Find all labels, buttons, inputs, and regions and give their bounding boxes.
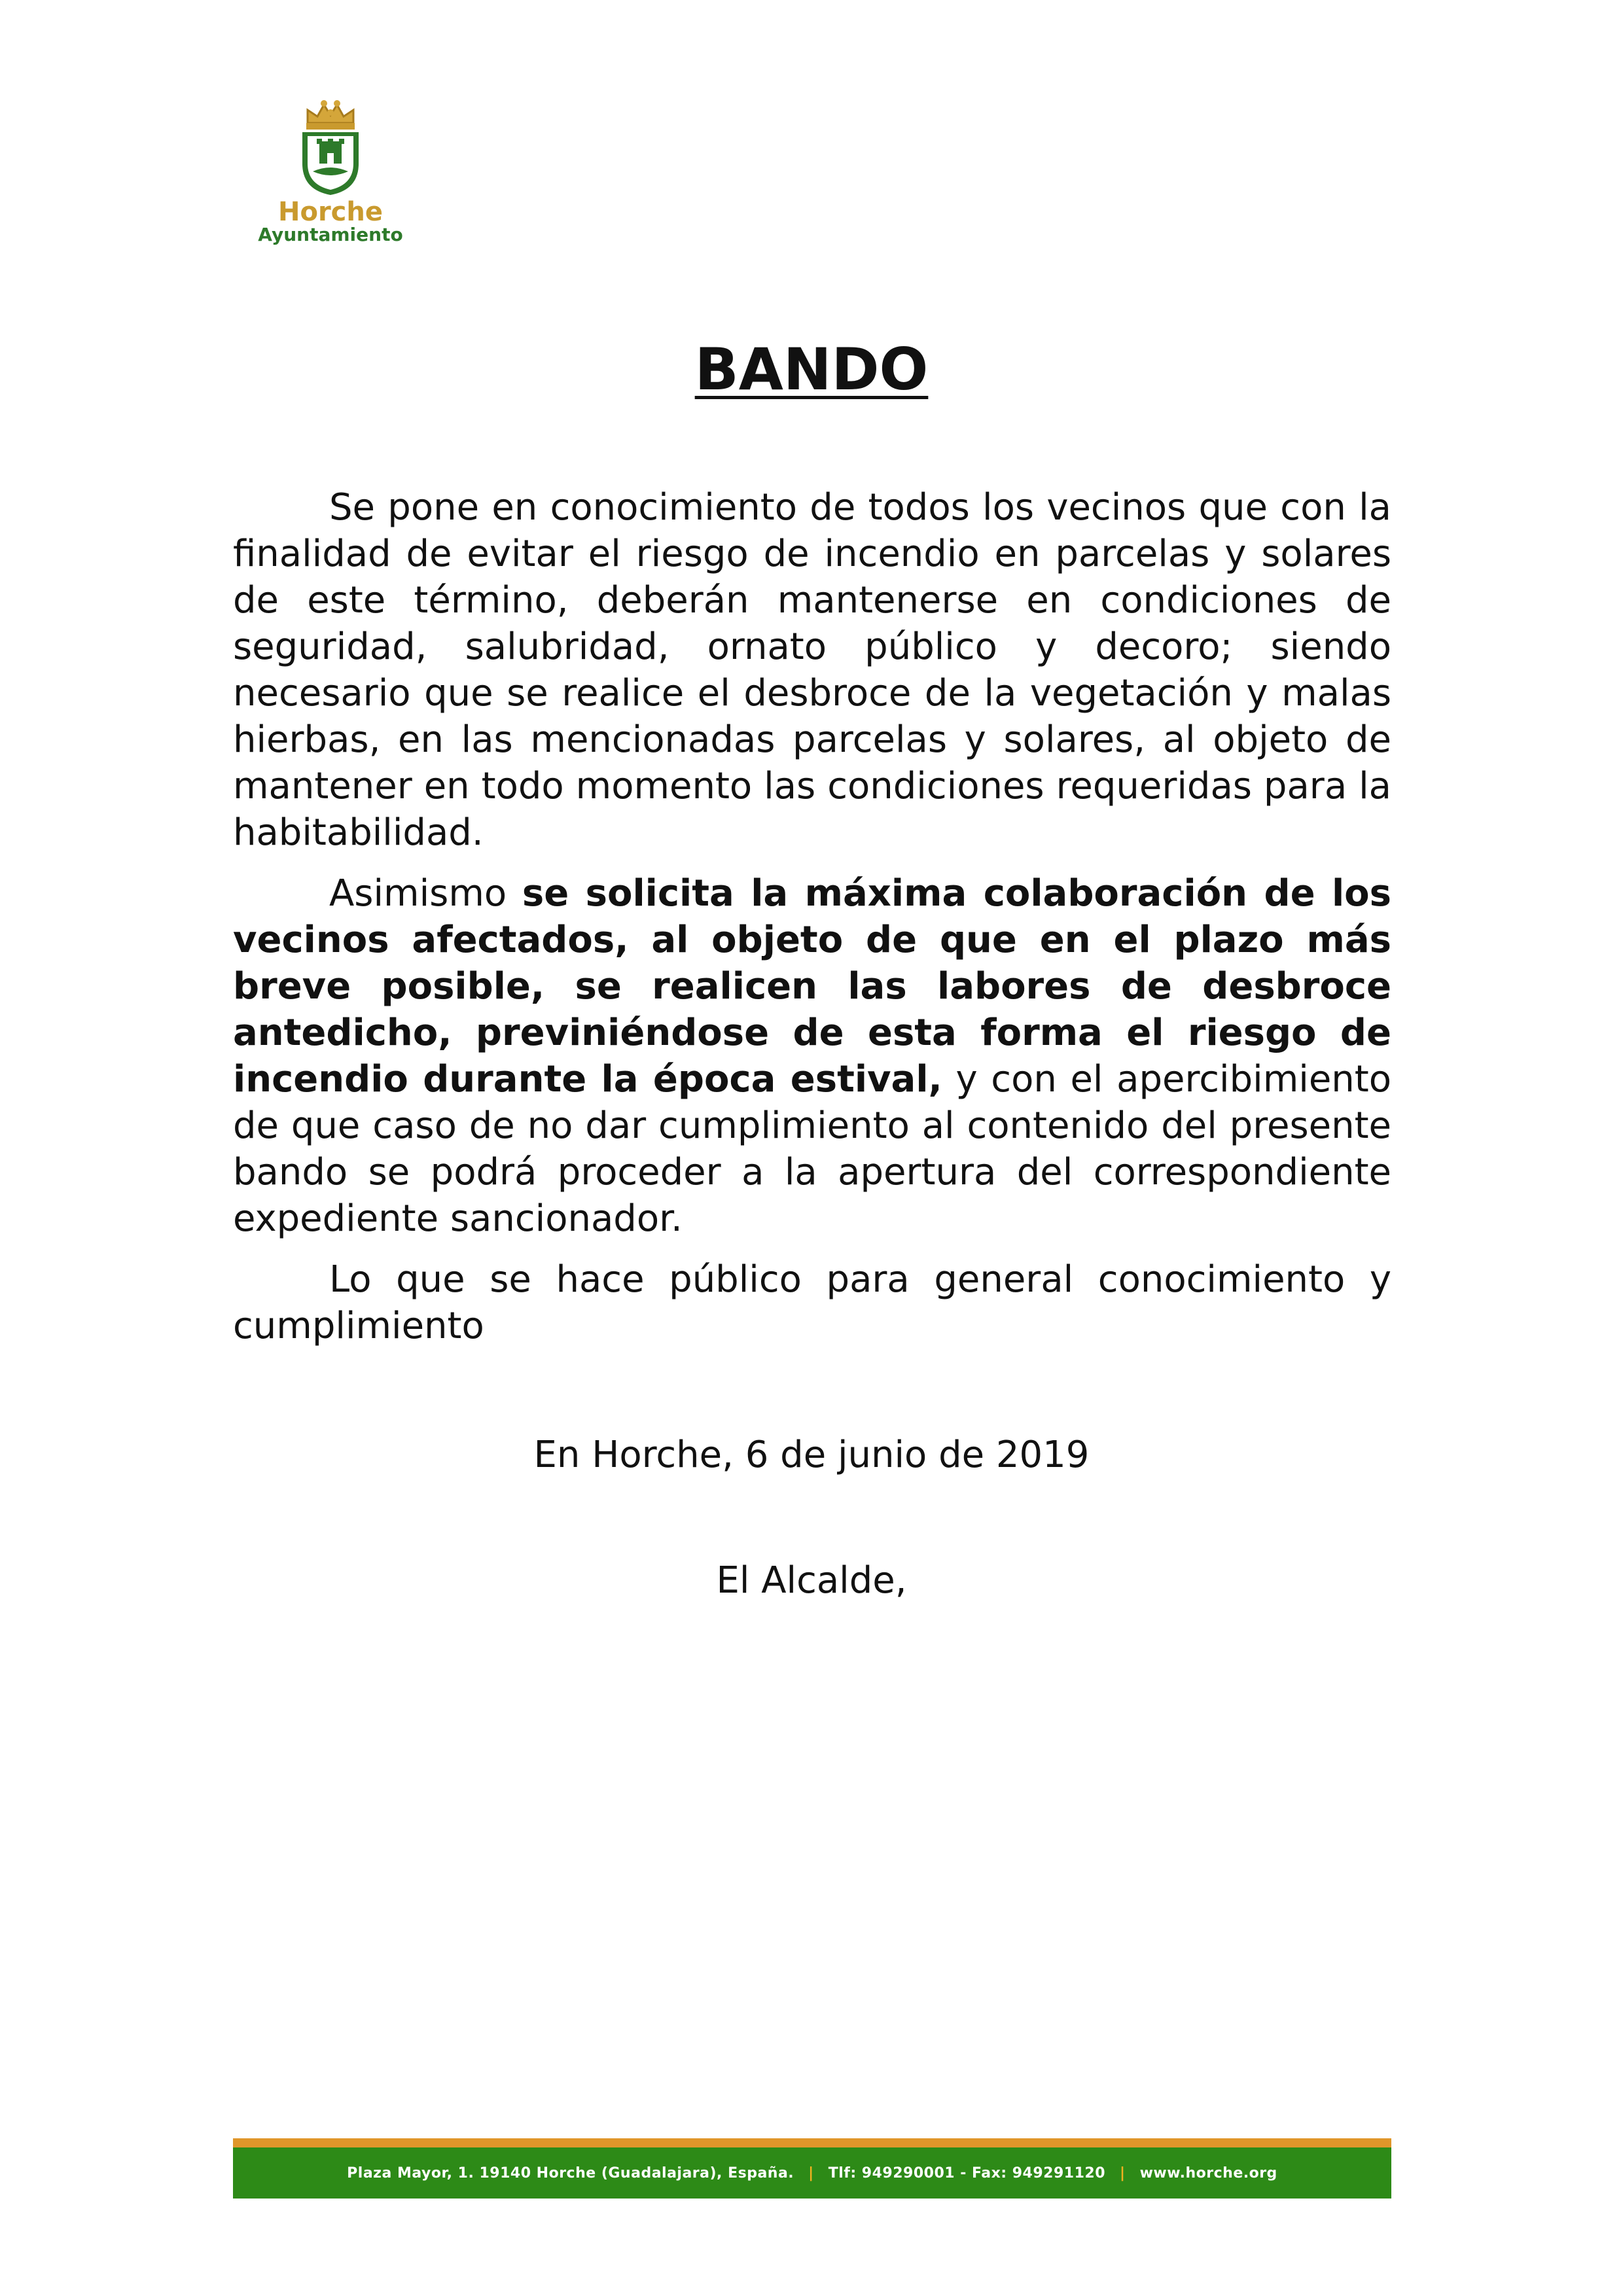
paragraph-2-end: y con el apercibimiento de que caso de no dar cumplimiento al contenido del presente bando se podrá proceder a la apertura del correspondiente expediente sancionador. bbox=[233, 1058, 1391, 1240]
municipal-logo bbox=[255, 98, 406, 249]
paragraph-3: Lo que se hace público para general conocimiento y cumplimiento bbox=[233, 1258, 1391, 1347]
footer-separator-1: | bbox=[808, 2164, 814, 2181]
page-title bbox=[0, 334, 1623, 406]
date-line: En Horche, 6 de junio de 2019 bbox=[533, 1434, 1090, 1476]
footer-orange-stripe bbox=[233, 2138, 1391, 2147]
paragraph-2-bold: se solicita la máxima colaboración de los vecinos afectados, al objeto de que en el plazo más breve posible, se realicen las labores de desbroce antedicho, previniéndose de esta forma el riesgo de incendio durante la época estival, bbox=[233, 872, 1391, 1101]
signer: El Alcalde, bbox=[716, 1559, 907, 1602]
coat-of-arms-icon bbox=[294, 98, 366, 196]
footer-address: Plaza Mayor, 1. 19140 Horche (Guadalajara), España. bbox=[347, 2164, 794, 2181]
document-body bbox=[233, 484, 1391, 1364]
footer bbox=[233, 2138, 1391, 2199]
title-text: BANDO bbox=[694, 336, 929, 403]
paragraph-1: Se pone en conocimiento de todos los vecinos que con la finalidad de evitar el riesgo de incendio en parcelas y solares de este término, deberán mantenerse en condiciones de seguridad, salubridad, ornato público y decoro; siendo necesario que se realice el desbroce de la vegetación y malas hierbas, en las mencionadas parcelas y solares, al objeto de mantener en todo momento las condiciones requeridas para la habitabilidad. bbox=[233, 486, 1391, 854]
paragraph-2 bbox=[233, 870, 1391, 1242]
logo-name: Horche bbox=[278, 197, 383, 227]
paragraph-2-start: Asimismo bbox=[329, 872, 522, 915]
footer-website-link[interactable]: www.horche.org bbox=[1139, 2164, 1277, 2181]
logo-subtitle: Ayuntamiento bbox=[258, 224, 403, 245]
footer-phones: Tlf: 949290001 - Fax: 949291120 bbox=[828, 2164, 1106, 2181]
footer-separator-2: | bbox=[1120, 2164, 1126, 2181]
footer-bar bbox=[233, 2147, 1391, 2199]
